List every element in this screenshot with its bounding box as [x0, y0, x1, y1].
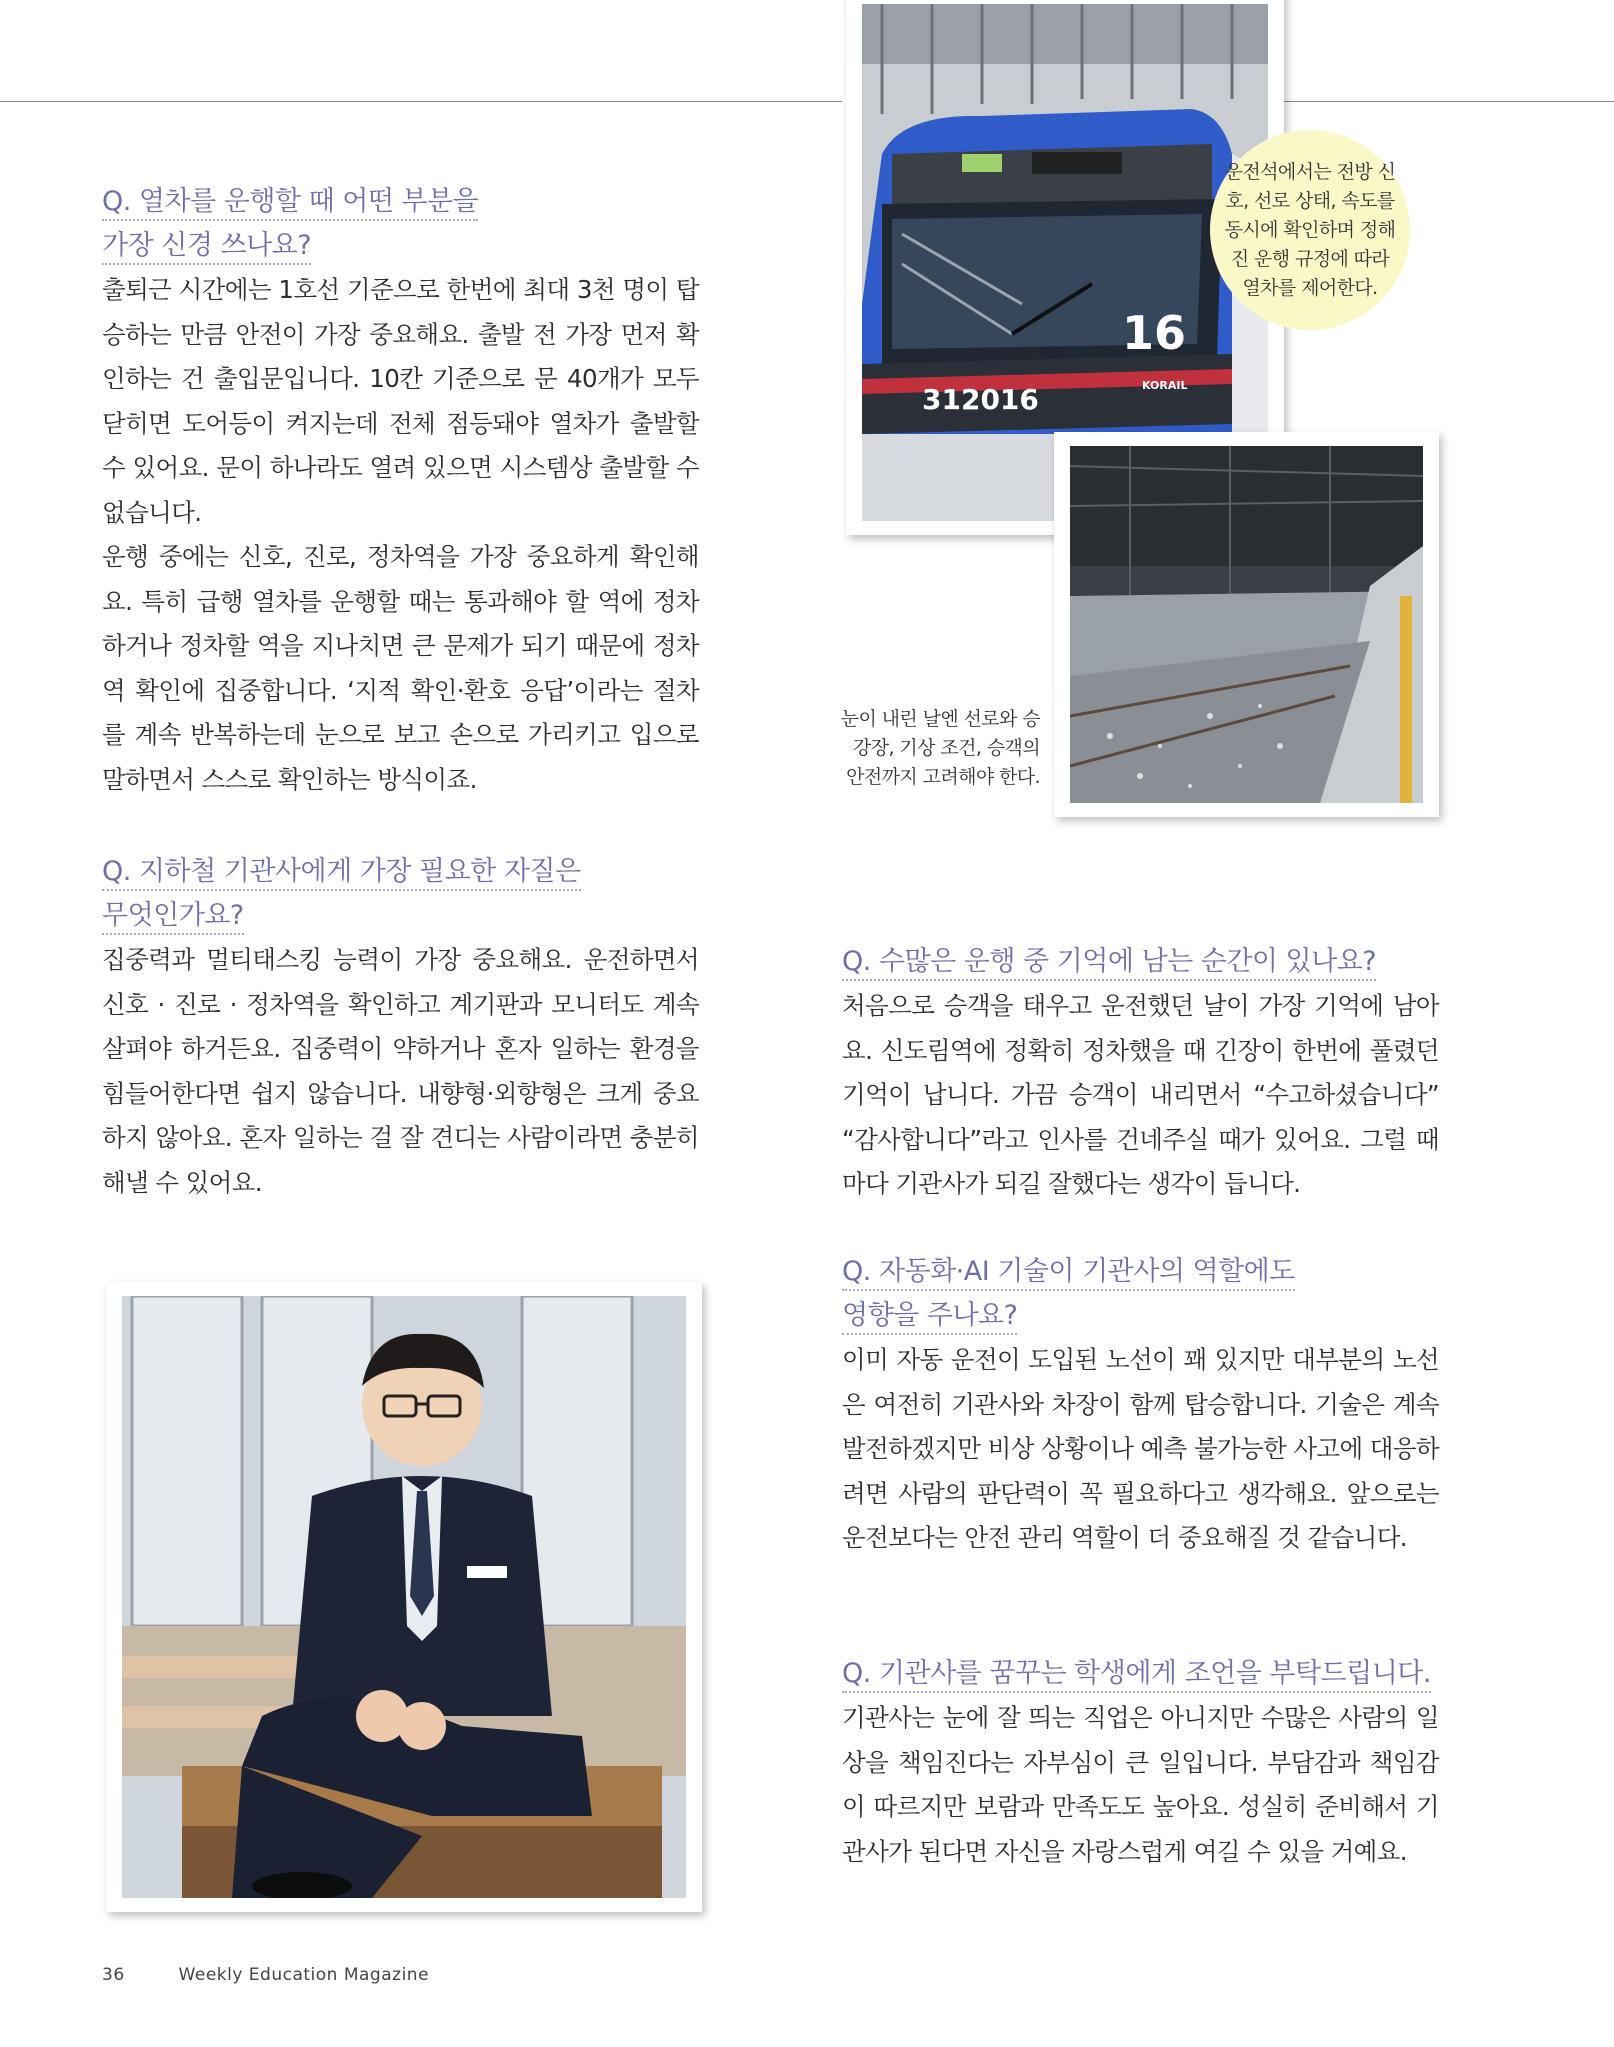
question-heading: Q. 기관사를 꿈꾸는 학생에게 조언을 부탁드립니다.: [842, 1652, 1439, 1696]
question-heading: Q. 지하철 기관사에게 가장 필요한 자질은 무엇인가요?: [102, 850, 699, 938]
qa-section-automation-ai: [842, 1250, 1439, 1561]
qa-section-driving-focus: [102, 180, 699, 802]
bubble-caption-text: 운전석에서는 전방 신호, 선로 상태, 속도를 동시에 확인하며 정해진 운행 규정에 따라 열차를 제어한다.: [1224, 160, 1396, 299]
qa-section-advice: [842, 1652, 1439, 1874]
question-heading: Q. 자동화·AI 기술이 기관사의 역할에도 영향을 주나요?: [842, 1250, 1439, 1338]
answer-text: 기관사는 눈에 잘 띄는 직업은 아니지만 수많은 사람의 일상을 책임진다는 자부심이 큰 일입니다. 부담감과 책임감이 따르지만 보람과 만족도도 높아요. 성실히 준비해서 기관사가 된다면 자신을 자랑스럽게 여길 수 있을 거예요.: [842, 1703, 1439, 1866]
page-number: 36: [102, 1965, 125, 1985]
magazine-name: Weekly Education Magazine: [178, 1965, 430, 1985]
answer-text: 처음으로 승객을 태우고 운전했던 날이 가장 기억에 남아요. 신도림역에 정확히 정차했을 때 긴장이 한번에 풀렸던 기억이 납니다. 가끔 승객이 내리면서 “수고하셨습니다” “감사합니다”라고 인사를 건네주실 때가 있어요. 그럴 때마다 기관사가 되길 잘했다는 생각이 듭니다.: [842, 991, 1439, 1198]
question-heading: Q. 수많은 운행 중 기억에 남는 순간이 있나요?: [842, 940, 1439, 984]
qa-section-required-qualities: [102, 850, 699, 1205]
qa-section-memorable-moment: [842, 940, 1439, 1207]
train-car-number: 16: [1122, 306, 1187, 360]
train-cab-caption-bubble: [1210, 130, 1410, 330]
answer-text: 출퇴근 시간에는 1호선 기준으로 한번에 최대 3천 명이 탑승하는 만큼 안전이 가장 중요해요. 출발 전 가장 먼저 확인하는 건 출입문입니다. 10칸 기준으로 문 40개가 모두 닫히면 도어등이 켜지는데 전체 점등돼야 열차가 출발할 수 있어요. 문이 하나라도 열려 있으면 시스템상 출발할 수 없습니다. 운행 중에는 신호, 진로, 정차역을 가장 중요하게 확인해요. 특히 급행 열차를 운행할 때는 통과해야 할 역에 정차하거나 정차할 역을 지나치면 큰 문제가 되기 때문에 정차역 확인에 집중합니다. ‘지적 확인·환호 응답’이라는 절차를 계속 반복하는데 눈으로 보고 손으로 가리키고 입으로 말하면서 스스로 확인하는 방식이죠.: [102, 275, 699, 794]
answer-text: 집중력과 멀티태스킹 능력이 가장 중요해요. 운전하면서 신호 · 진로 · 정차역을 확인하고 계기판과 모니터도 계속 살펴야 하거든요. 집중력이 약하거나 혼자 일하는 환경을 힘들어한다면 쉽지 않습니다. 내향형·외향형은 크게 중요하지 않아요. 혼자 일하는 걸 잘 견디는 사람이라면 충분히 해낼 수 있어요.: [102, 945, 699, 1197]
page-footer: [102, 1965, 429, 1985]
header-rule-left: [0, 101, 842, 102]
platform-caption: 눈이 내린 날엔 선로와 승강장, 기상 조건, 승객의 안전까지 고려해야 한다.: [840, 708, 1040, 788]
answer-text: 이미 자동 운전이 도입된 노선이 꽤 있지만 대부분의 노선은 여전히 기관사와 차장이 함께 탑승합니다. 기술은 계속 발전하겠지만 비상 상황이나 예측 불가능한 사고에 대응하려면 사람의 판단력이 꼭 필요하다고 생각해요. 앞으로는 운전보다는 안전 관리 역할이 더 중요해질 것 같습니다.: [842, 1345, 1439, 1552]
platform-image: [1070, 446, 1423, 803]
question-heading: Q. 열차를 운행할 때 어떤 부분을 가장 신경 쓰나요?: [102, 180, 699, 268]
snowy-platform-photo: [1054, 432, 1439, 817]
portrait-image: [122, 1296, 686, 1898]
train-id-number: 312016: [922, 383, 1039, 416]
korail-logo: KORAIL: [1142, 379, 1188, 392]
engineer-portrait-photo: [106, 1282, 702, 1912]
header-rule-right: [1282, 101, 1614, 102]
